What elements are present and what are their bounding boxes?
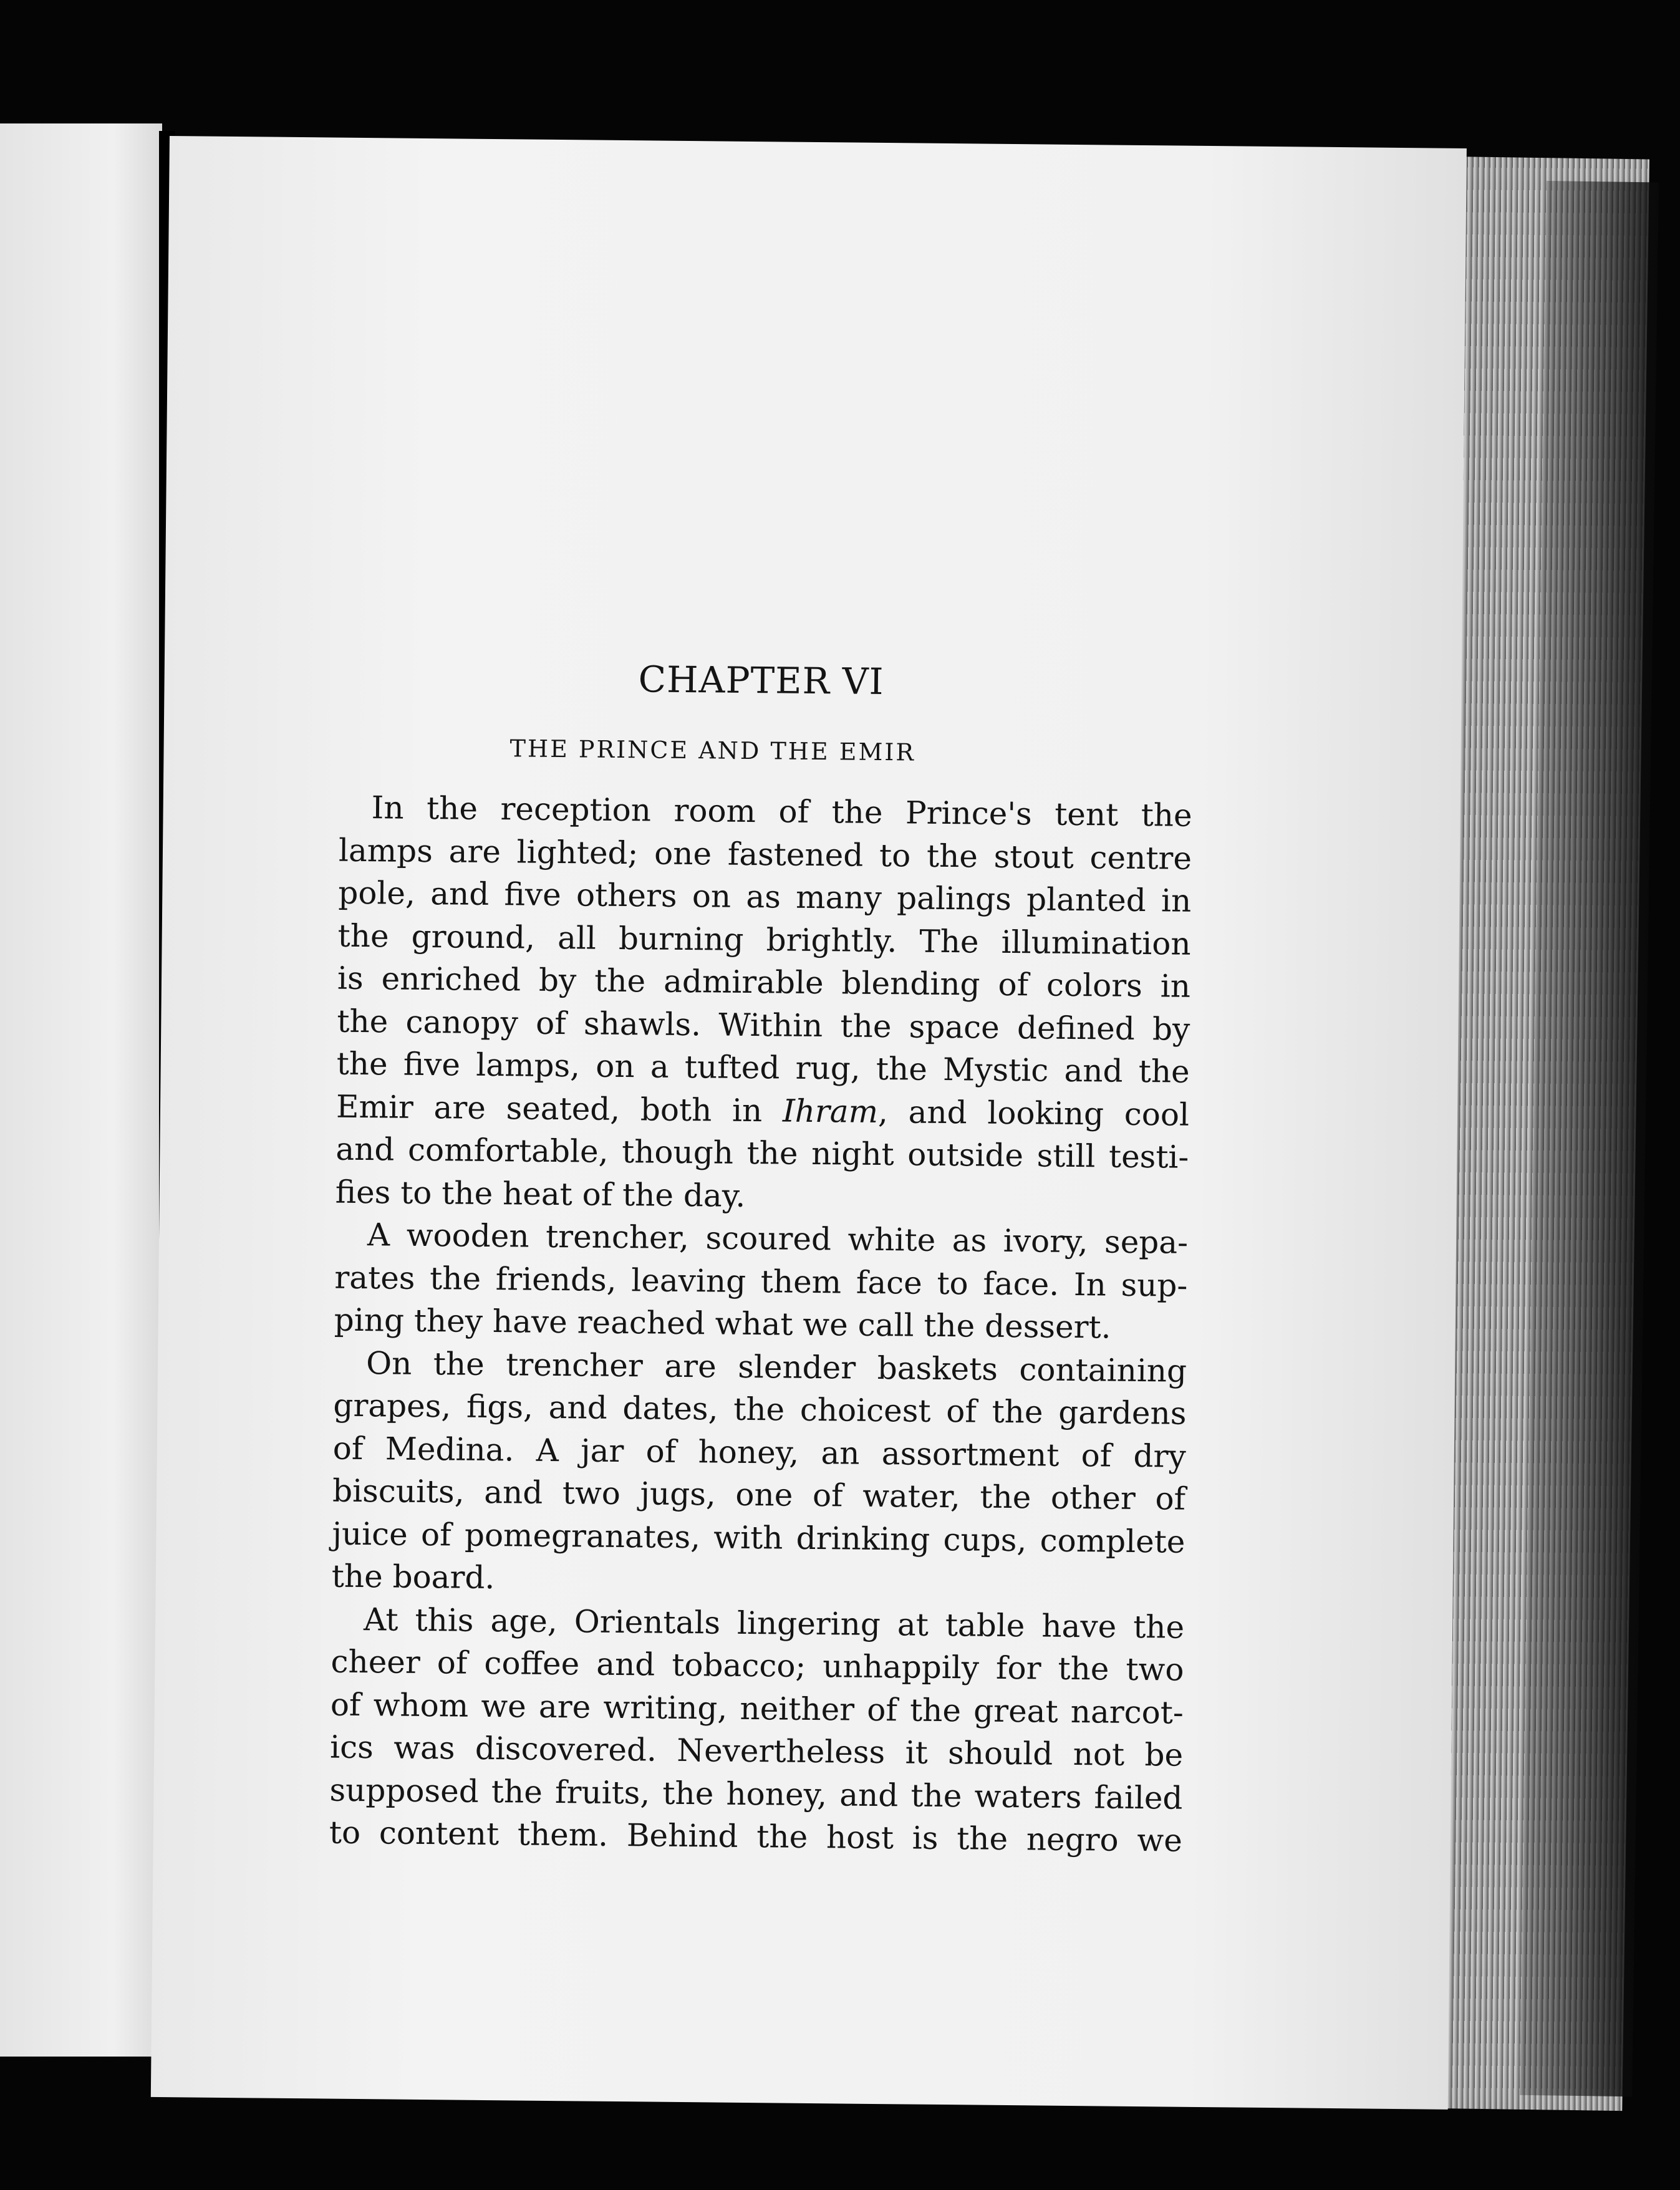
text-line: and comfortable, though the night outside still testi- [336,1131,1189,1175]
text-line: of whom we are writing, neither of the great narcot- [330,1686,1184,1731]
text-line: At this age, Orientals lingering at table have the [363,1601,1185,1646]
text-line: the five lamps, on a tufted rug, the Mystic and the [336,1045,1190,1090]
text-line: of Medina. A jar of honey, an assortment of dry [332,1430,1187,1475]
text-line: ics was discovered. Nevertheless it should not be [329,1729,1184,1773]
text-line: rates the friends, leaving them face to face. In sup- [334,1259,1188,1304]
chapter-subtitle: THE PRINCE AND THE EMIR [509,735,916,766]
text-line: ping they have reached what we call the dessert. [334,1301,1111,1346]
chapter-body [297,786,1192,1862]
paragraph [302,786,1192,1222]
text-line: A wooden trencher, scoured white as ivory, sepa- [367,1217,1189,1261]
page-text [151,136,1467,2110]
text-line: lamps are lighted; one fastened to the stout centre [338,832,1192,877]
text-line: the board. [331,1558,495,1596]
paragraph [301,1213,1188,1349]
text-line: the canopy of shawls. Within the space defined by [337,1003,1190,1048]
text-line: cheer of coffee and tobacco; unhappily for the two [331,1643,1184,1688]
text-line: the ground, all burning brightly. The illumination [337,917,1191,962]
text-line: In the reception room of the Prince's tent the [371,789,1192,834]
paragraph [299,1341,1187,1606]
left-page-edge [0,123,162,2057]
book-page [151,136,1467,2110]
chapter-heading [165,654,1462,703]
text-line: Emir are seated, both in Ihram, and looking cool [336,1088,1190,1133]
text-line: is enriched by the admirable blending of colors in [337,960,1191,1005]
text-line: supposed the fruits, the honey, and the waters failed [329,1772,1183,1816]
text-line: biscuits, and two jugs, one of water, the other of [332,1472,1186,1517]
text-line: On the trencher are slender baskets containing [365,1344,1187,1389]
text-line: fies to the heat of the day. [335,1174,746,1214]
text-line: to content them. Behind the host is the negro we [329,1814,1183,1859]
text-line: pole, and five others on as many palings planted in [338,874,1192,919]
paragraph [297,1598,1185,1863]
chapter-title: CHAPTER VI [638,658,884,703]
text-line: grapes, figs, and dates, the choicest of the gardens [333,1387,1187,1432]
text-line: juice of pomegranates, with drinking cups, complete [332,1515,1185,1560]
